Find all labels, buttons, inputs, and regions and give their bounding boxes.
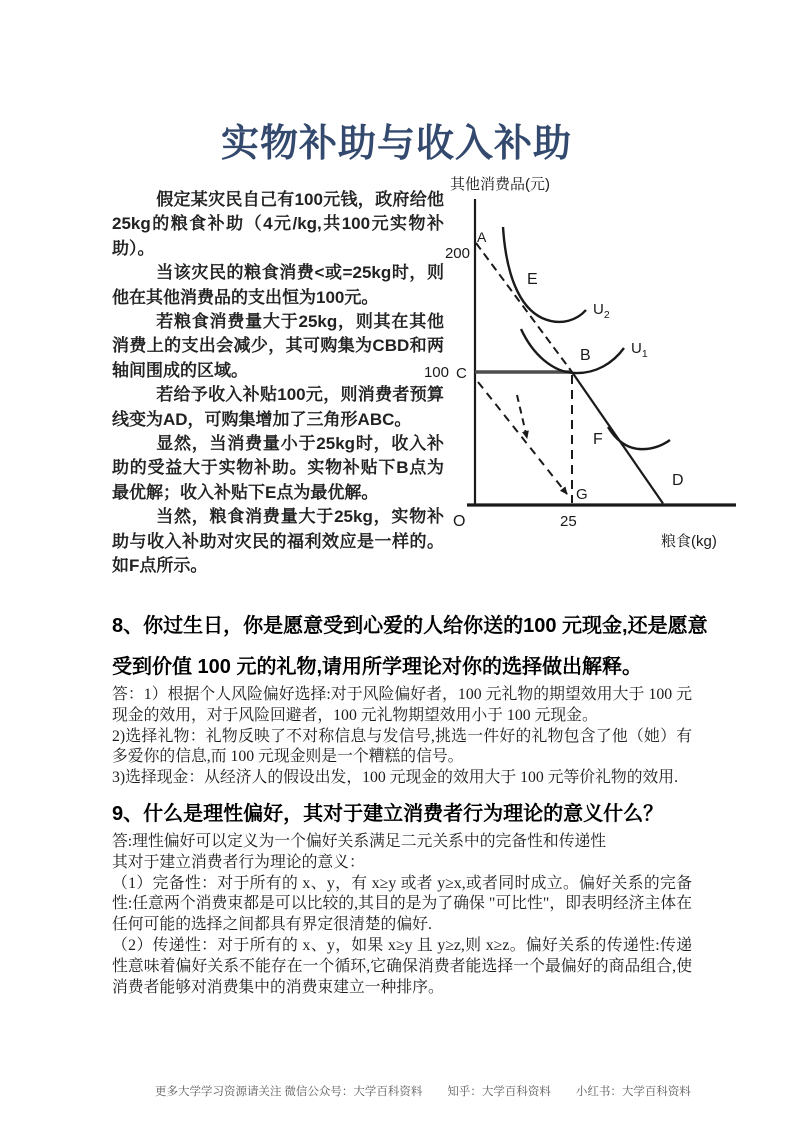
intro-paragraph-6: 当然，粮食消费量大于25kg，实物补助与收入补助对灾民的福利效应是一样的。如F点所示。 [112,507,444,576]
tick-25: 25 [560,513,577,530]
footer-wechat: 更多大学学习资源请关注 微信公众号：大学百科资料 [155,1086,423,1098]
tick-200: 200 [444,245,470,262]
intro-paragraph-1: 假定某灾民自己有100元钱，政府给他25kg的粮食补助（4元/kg,共100元实物补助）。 [112,190,444,258]
label-U2: $U_2$ [593,301,610,321]
question-9-answer [112,832,692,998]
subsidy-budget-line-chart [420,172,760,562]
label-E: E [527,271,538,288]
q9-answer-item-1: （1）完备性：对于所有的 x、y，有 x≥y 或者 y≥x,或者同时成立。偏好关系的完备性:任意两个消费束都是可以比较的,其目的是为了确保 "可比性"，即表明经济主体在任何可能的选择之间都具有界定很清楚的偏好. [112,874,692,934]
original-budget-line-CG-dashed [478,382,567,494]
footer-zhihu: 知乎：大学百科资料 [447,1086,551,1098]
economics-diagram [420,172,760,562]
intro-paragraph-2: 当该灾民的粮食消费<或=25kg时，则他在其他消费品的支出恒为100元。 [112,263,444,307]
question-8-heading-line-1: 8、你过生日，你是愿意受到心爱的人给你送的100 元现金,还是愿意 [112,615,708,637]
q9-answer-item-2: （2）传递性：对于所有的 x、y，如果 x≥y 且 y≥z,则 x≥z。偏好关系的传递性:传递性意味着偏好关系不能存在一个循环,它确保消费者能选择一个最偏好的商品组合,使消费者能够对消费集中的消费束建立一种排序。 [112,936,692,996]
q8-answer-item-2: 2)选择礼物：礼物反映了不对称信息与发信号,挑选一件好的礼物包含了他（她）有多爱你的信息,而 100 元现金则是一个糟糕的信号。 [112,727,692,766]
footer-xiaohongshu: 小红书：大学百科资料 [575,1086,691,1098]
question-9-heading: 9、什么是理性偏好，其对于建立消费者行为理论的意义什么？ [112,803,664,825]
label-D: D [672,472,684,489]
page-title: 实物补助与收入补助 [220,123,572,165]
q9-answer-line-1: 答:理性偏好可以定义为一个偏好关系满足二元关系中的完备性和传递性 [112,833,607,850]
tick-100: 100 [423,364,449,381]
label-F: F [593,431,603,448]
q9-answer-line-2: 其对于建立消费者行为理论的意义： [112,853,365,871]
q8-answer-item-1: 答：1）根据个人风险偏好选择:对于风险偏好者，100 元礼物的期望效用大于 100 元现金的效用，对于风险回避者，100 元礼物期望效用小于 100 元现金。 [112,686,692,724]
indifference-curve-U1 [521,329,624,373]
intro-paragraph-5: 显然，当消费量小于25kg时，收入补助的受益大于实物补助。实物补贴下B点为最优解；收入补贴下E点为最优解。 [112,434,444,502]
intro-paragraph-4: 若给予收入补贴100元，则消费者预算线变为AD，可购集增加了三角形ABC。 [112,385,444,429]
question-8-heading [112,606,732,688]
indifference-curve-through-F [608,427,670,449]
label-B: B [580,347,591,364]
y-axis-title: 其他消费品(元) [450,176,550,193]
indifference-curve-U2 [503,227,586,322]
figure-description-text [112,188,444,579]
q8-answer-item-3: 3)选择现金：从经济人的假设出发，100 元现金的效用大于 100 元等价礼物的效用. [112,769,679,787]
question-8-answer [112,685,692,789]
x-axis-title: 粮食(kg) [661,533,717,550]
intro-paragraph-3: 若粮食消费量大于25kg，则其在其他消费上的支出会减少，其可购集为CBD和两轴间围成的区域。 [112,312,444,380]
page-footer [155,1083,691,1099]
question-8-heading-line-2: 受到价值 100 元的礼物,请用所学理论对你的选择做出解释。 [112,656,643,678]
income-subsidy-line-AB-dashed [476,243,572,372]
label-G: G [576,486,588,503]
label-O: O [453,513,466,530]
label-U1: $U_1$ [631,340,648,360]
label-A: A [477,229,487,245]
label-C: C [456,365,467,382]
